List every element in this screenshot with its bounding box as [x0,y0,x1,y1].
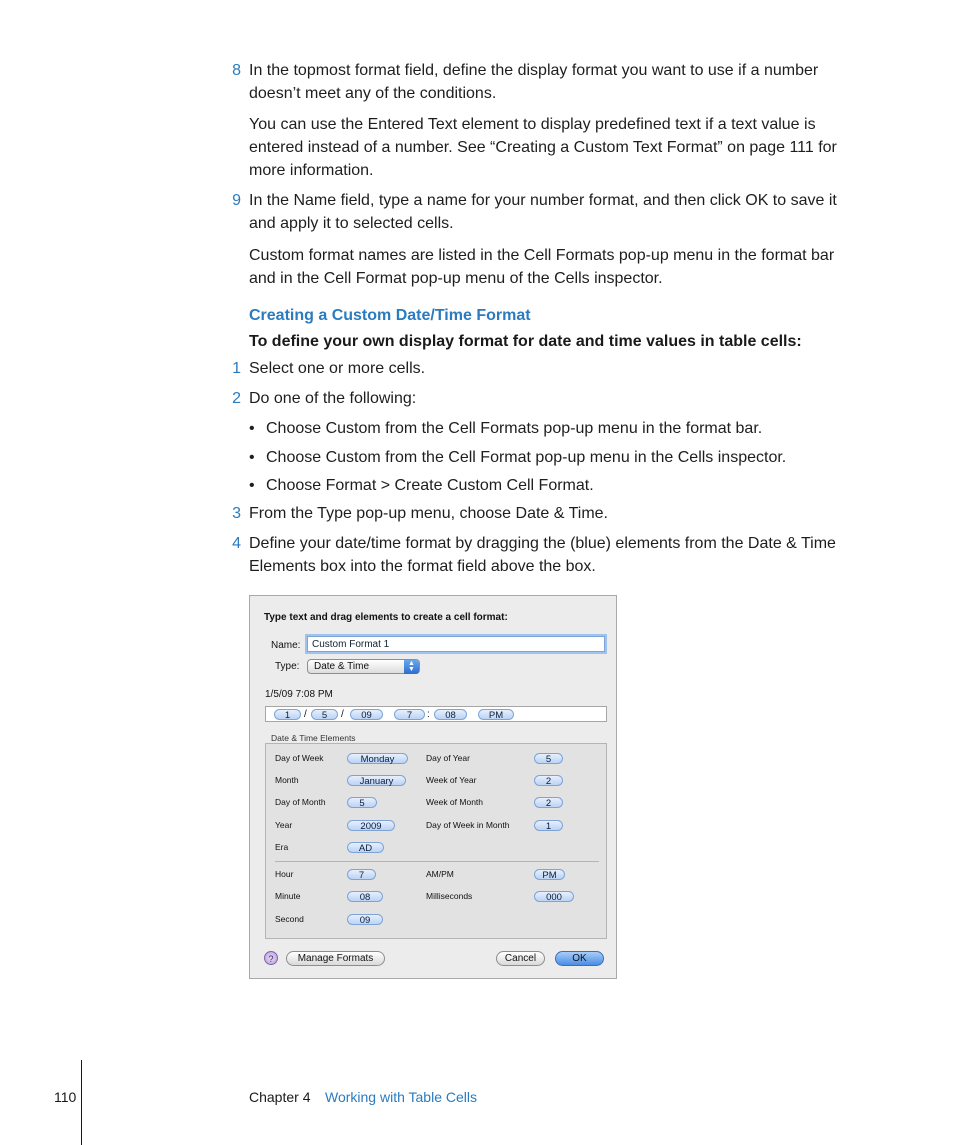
footer-chapter-title: Working with Table Cells [325,1089,477,1105]
footer-divider [81,1060,82,1145]
step-8 [232,59,859,105]
element-token[interactable]: 1 [534,820,563,831]
step-number: 8 [232,62,241,79]
element-token[interactable]: Monday [347,753,408,764]
element-label: Milliseconds [426,891,473,901]
format-separator: / [304,709,307,720]
step-text: From the Type pop-up menu, choose Date & Time. [249,505,608,522]
format-token[interactable]: 1 [274,709,301,720]
element-token[interactable]: PM [534,869,565,880]
format-token[interactable]: 5 [311,709,338,720]
help-icon[interactable]: ? [264,951,278,965]
dialog-title: Type text and drag elements to create a cell format: [264,612,508,623]
element-label: Era [275,842,289,852]
type-popup-value: Date & Time [314,661,370,672]
format-separator: : [427,709,430,720]
element-token[interactable]: 2 [534,797,563,808]
format-separator: / [341,709,344,720]
bullet-dot: • [249,477,255,494]
element-label: Day of Week in Month [426,820,510,830]
step-number: 4 [232,535,241,552]
element-label: Year [275,820,293,830]
element-token[interactable]: January [347,775,406,786]
element-token[interactable]: 000 [534,891,574,902]
step-number: 3 [232,505,241,522]
step-number: 9 [232,192,241,209]
type-popup[interactable] [307,659,420,674]
task-heading: To define your own display format for date and time values in table cells: [249,333,802,350]
elements-divider [275,861,599,862]
ok-button[interactable]: OK [555,951,604,966]
format-field[interactable] [265,706,607,722]
element-token[interactable]: 5 [534,753,563,764]
step-text: Define your date/time format by dragging the (blue) elements from the Date & Time Elements box into the format field above the box. [249,535,836,575]
bullet-text: Choose Format > Create Custom Cell Format. [266,477,594,494]
element-token[interactable]: 08 [347,891,383,902]
paragraph-entered-text: You can use the Entered Text element to display predefined text if a text value is entered instead of a number. See “Creating a Custom Text Format” on page 111 for more information. [249,116,837,179]
element-label: Hour [275,869,294,879]
element-token[interactable]: 5 [347,797,377,808]
element-label: Minute [275,891,301,901]
element-token[interactable]: 2009 [347,820,395,831]
step-number: 2 [232,390,241,407]
element-label: AM/PM [426,869,454,879]
element-label: Day of Month [275,797,326,807]
custom-format-dialog [249,595,617,979]
step-text: Select one or more cells. [249,360,426,377]
step-text: In the topmost format field, define the display format you want to use if a number doesn’t meet any of the conditions. [249,62,819,102]
element-label: Second [275,914,304,924]
elements-box [265,743,607,939]
updown-arrows-icon: ▲ ▼ [404,660,419,674]
step-2 [232,387,859,410]
format-token[interactable]: 08 [434,709,467,720]
bullet-text: Choose Custom from the Cell Format pop-up menu in the Cells inspector. [266,449,787,466]
step-text: In the Name field, type a name for your number format, and then click OK to save it and apply it to selected cells. [249,192,837,232]
element-label: Day of Week [275,753,324,763]
elements-group-label: Date & Time Elements [271,733,356,743]
manage-formats-button[interactable]: Manage Formats [286,951,385,966]
element-token[interactable]: 7 [347,869,376,880]
step-number: 1 [232,360,241,377]
element-token[interactable]: 2 [534,775,563,786]
footer-chapter: Chapter 4 [249,1089,311,1105]
step-4 [232,532,859,578]
step-9 [232,189,859,235]
bullet-dot: • [249,449,255,466]
element-label: Week of Month [426,797,484,807]
page-number: 110 [54,1089,77,1105]
cancel-button[interactable]: Cancel [496,951,545,966]
element-label: Day of Year [426,753,470,763]
element-token[interactable]: AD [347,842,384,853]
name-label: Name: [271,640,301,651]
format-token[interactable]: 09 [350,709,383,720]
element-label: Week of Year [426,775,477,785]
step-1 [232,357,859,380]
section-heading: Creating a Custom Date/Time Format [249,307,531,324]
type-label: Type: [275,661,300,672]
step-3 [232,502,859,525]
step-text: Do one of the following: [249,390,417,407]
element-token[interactable]: 09 [347,914,383,925]
paragraph-custom-names: Custom format names are listed in the Cell Formats pop-up menu in the format bar and in the Cell Format pop-up menu of the Cells inspector. [249,247,835,287]
format-token[interactable]: 7 [394,709,425,720]
format-token[interactable]: PM [478,709,514,720]
name-field[interactable]: Custom Format 1 [307,636,605,652]
bullet-text: Choose Custom from the Cell Formats pop-up menu in the format bar. [266,420,763,437]
format-preview: 1/5/09 7:08 PM [265,689,333,700]
bullet-dot: • [249,420,255,437]
element-label: Month [275,775,299,785]
